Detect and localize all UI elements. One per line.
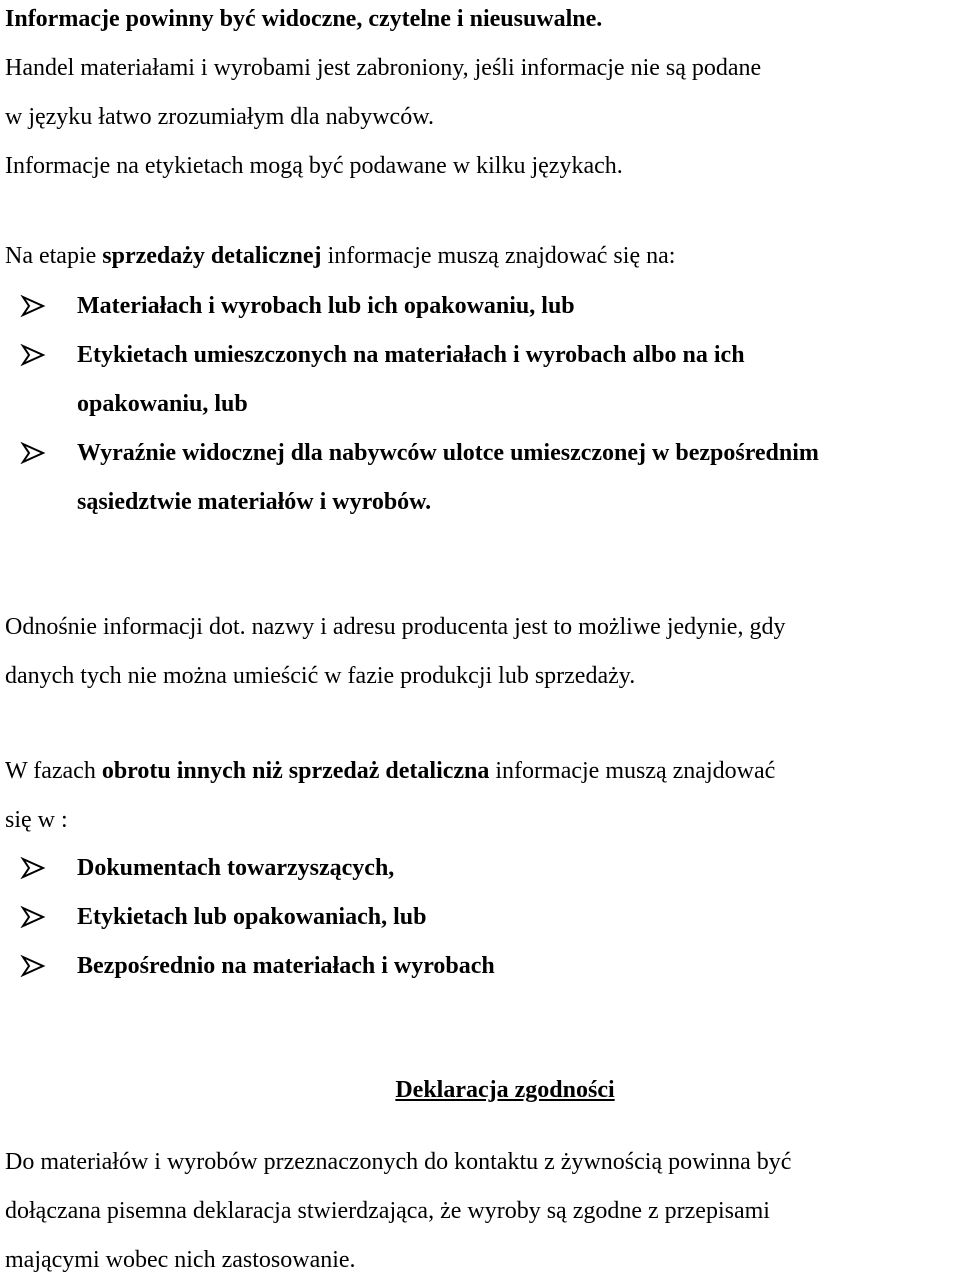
list-item <box>0 331 960 429</box>
retail-pre: Na etapie <box>5 243 103 269</box>
retail-bold: sprzedaży detalicznej <box>102 243 322 269</box>
list-item <box>0 893 960 942</box>
list-item-line: opakowaniu, lub <box>77 391 248 417</box>
other-bold: obrotu innych niż sprzedaż detaliczna <box>101 758 490 784</box>
intro-line-4: Informacje na etykietach mogą być podawane w kilku językach. <box>5 153 623 179</box>
list-item <box>0 844 960 893</box>
other-line-2: się w : <box>5 807 68 833</box>
other-pre: W fazach <box>5 758 102 784</box>
arrowhead-bullet-icon <box>20 955 46 977</box>
arrowhead-bullet-icon <box>20 344 46 366</box>
producer-line-1: Odnośnie informacji dot. nazwy i adresu producenta jest to możliwe jedynie, gdy <box>5 614 786 640</box>
declaration-paragraph <box>5 1138 955 1285</box>
list-item <box>0 429 960 527</box>
declaration-title: Deklaracja zgodności <box>395 1077 615 1103</box>
retail-post: informacje muszą znajdować się na: <box>321 243 676 269</box>
declaration-line-1: Do materiałów i wyrobów przeznaczonych do kontaktu z żywnością powinna być <box>5 1149 792 1175</box>
other-post: informacje muszą znajdować <box>489 758 776 784</box>
producer-note <box>5 603 955 701</box>
arrowhead-bullet-icon <box>20 442 46 464</box>
arrowhead-bullet-icon <box>20 857 46 879</box>
list-item <box>0 942 960 991</box>
intro-line-1: Informacje powinny być widoczne, czytelne i nieusuwalne. <box>5 6 603 32</box>
list-item <box>0 282 960 331</box>
list-item-line: Etykietach lub opakowaniach, lub <box>77 904 427 930</box>
list-item-line: Bezpośrednio na materiałach i wyrobach <box>77 953 495 979</box>
list-item-line: Etykietach umieszczonych na materiałach i wyrobach albo na ich <box>77 342 745 368</box>
intro-line-3: w języku łatwo zrozumiałym dla nabywców. <box>5 104 434 130</box>
declaration-line-2: dołączana pisemna deklaracja stwierdzająca, że wyroby są zgodne z przepisami <box>5 1198 770 1224</box>
producer-line-2: danych tych nie można umieścić w fazie produkcji lub sprzedaży. <box>5 663 636 689</box>
other-phases-intro <box>5 747 955 845</box>
list-item-line: Wyraźnie widocznej dla nabywców ulotce umieszczonej w bezpośrednim <box>77 440 819 466</box>
list-item-line: Dokumentach towarzyszących, <box>77 855 395 881</box>
arrowhead-bullet-icon <box>20 295 46 317</box>
list-item-line: Materiałach i wyrobach lub ich opakowaniu, lub <box>77 293 575 319</box>
other-phases-list <box>0 844 960 991</box>
list-item-line: sąsiedztwie materiałów i wyrobów. <box>77 489 432 515</box>
declaration-line-3: mającymi wobec nich zastosowanie. <box>5 1247 356 1273</box>
intro-line-2: Handel materiałami i wyrobami jest zabroniony, jeśli informacje nie są podane <box>5 55 762 81</box>
intro-paragraph <box>5 0 955 191</box>
retail-intro <box>5 232 955 281</box>
arrowhead-bullet-icon <box>20 906 46 928</box>
retail-list <box>0 282 960 527</box>
